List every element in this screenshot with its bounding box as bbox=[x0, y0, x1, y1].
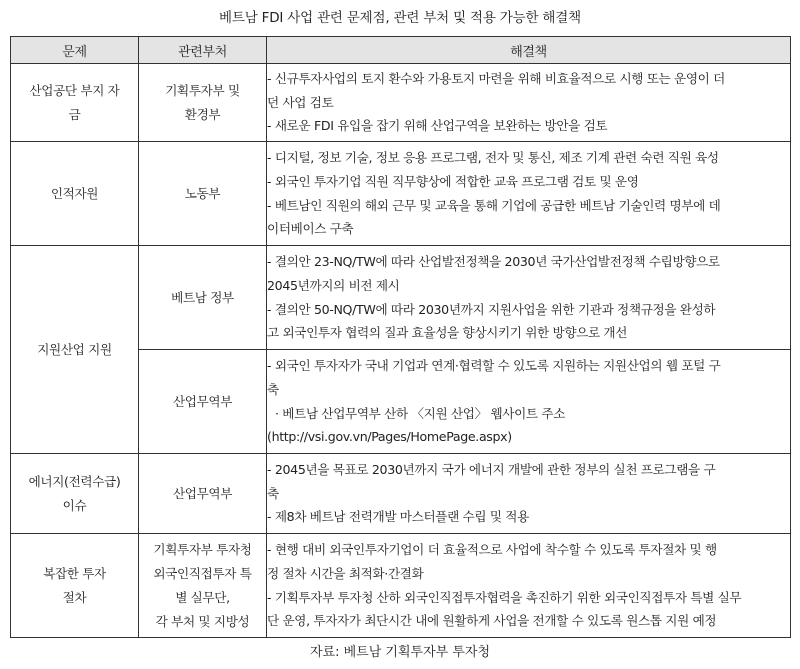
solution-line: · 베트남 산업무역부 산하 〈지원 산업〉 웹사이트 주소 bbox=[275, 405, 566, 421]
dept-line: 노동부 bbox=[184, 185, 221, 201]
dept-line: 산업무역부 bbox=[172, 485, 233, 501]
dept-cell bbox=[139, 350, 267, 454]
dept-line: 외국인직접투자 특 bbox=[153, 565, 252, 581]
table-row bbox=[11, 246, 791, 350]
header-dept: 관련부처 bbox=[139, 37, 267, 64]
solution-cell bbox=[267, 350, 791, 454]
dept-line: 각 부처 및 지방성 bbox=[155, 613, 250, 629]
solution-line: 축 bbox=[267, 485, 279, 501]
solution-cell bbox=[267, 534, 791, 638]
problem-cell bbox=[11, 454, 139, 534]
table-row bbox=[11, 454, 791, 534]
problem-line: 절차 bbox=[62, 589, 87, 605]
problem-cell bbox=[11, 64, 139, 142]
solution-line: - 결의안 23-NQ/TW에 따라 산업발전정책을 2030년 국가산업발전정책 수립방향으로 bbox=[267, 254, 720, 270]
dept-cell bbox=[139, 246, 267, 350]
solution-line: - 베트남인 직원의 해외 근무 및 교육을 통해 기업에 공급한 베트남 기술인력 명부에 데 bbox=[267, 197, 721, 213]
solution-line: - 현행 대비 외국인투자기업이 더 효율적으로 사업에 착수할 수 있도록 투자절차 및 행 bbox=[267, 542, 717, 558]
document-title: 베트남 FDI 사업 관련 문제점, 관련 부처 및 적용 가능한 해결책 bbox=[219, 10, 581, 26]
solution-line: 2045년까지의 비전 제시 bbox=[267, 277, 400, 293]
dept-line: 별 실무단, bbox=[175, 589, 230, 605]
dept-line: 베트남 정부 bbox=[171, 289, 234, 305]
solution-line: (http://vsi.gov.vn/Pages/HomePage.aspx) bbox=[267, 429, 512, 445]
problem-line: 인적자원 bbox=[50, 185, 99, 201]
dept-cell bbox=[139, 142, 267, 246]
dept-line: 기획투자부 및 bbox=[165, 82, 240, 98]
solution-cell bbox=[267, 64, 791, 142]
table-row bbox=[11, 64, 791, 142]
solution-line: - 디지털, 정보 기술, 정보 응용 프로그램, 전자 및 통신, 제조 기계 관련 숙련 직원 육성 bbox=[267, 150, 719, 166]
solution-line: - 외국인 투자기업 직원 직무향상에 적합한 교육 프로그램 검토 및 운영 bbox=[267, 173, 639, 189]
solution-cell bbox=[267, 454, 791, 534]
header-solution: 해결책 bbox=[267, 37, 791, 64]
solution-line: 던 사업 검토 bbox=[267, 94, 334, 110]
solution-line: - 기획투자부 투자청 산하 외국인직접투자협력을 촉진하기 위한 외국인직접투자 특별 실무 bbox=[267, 589, 742, 605]
solution-line: 축 bbox=[267, 381, 279, 397]
dept-cell bbox=[139, 64, 267, 142]
problem-line: 에너지(전력수급) bbox=[28, 473, 121, 489]
header-problem: 문제 bbox=[11, 37, 139, 64]
solution-line: - 결의안 50-NQ/TW에 따라 2030년까지 지원사업을 위한 기관과 정책규정을 완성하 bbox=[267, 301, 716, 317]
problem-cell bbox=[11, 142, 139, 246]
table-row bbox=[11, 534, 791, 638]
solution-line: - 새로운 FDI 유입을 잡기 위해 산업구역을 보완하는 방안을 검토 bbox=[267, 118, 608, 134]
solution-cell bbox=[267, 246, 791, 350]
solution-cell bbox=[267, 142, 791, 246]
solution-line: - 2045년을 목표로 2030년까지 국가 에너지 개발에 관한 정부의 실천 프로그램을 구 bbox=[267, 462, 716, 478]
solution-line: - 외국인 투자자가 국내 기업과 연계·협력할 수 있도록 지원하는 지원산업의 웹 포털 구 bbox=[267, 358, 721, 374]
problem-line: 복잡한 투자 bbox=[43, 565, 106, 581]
dept-line: 환경부 bbox=[184, 106, 221, 122]
solution-line: - 제8차 베트남 전력개발 마스터플랜 수립 및 적용 bbox=[267, 509, 529, 525]
solution-line: 고 외국인투자 협력의 질과 효율성을 향상시키기 위한 방향으로 개선 bbox=[267, 325, 628, 341]
table-header-row bbox=[11, 37, 791, 64]
problem-line: 산업공단 부지 자 bbox=[29, 82, 120, 98]
dept-cell bbox=[139, 454, 267, 534]
problem-line: 이슈 bbox=[62, 497, 87, 513]
problem-cell bbox=[11, 246, 139, 454]
solution-line: 단 운영, 투자자가 최단시간 내에 원활하게 사업을 전개할 수 있도록 원스톱 지원 예정 bbox=[267, 613, 717, 629]
solution-line: 정 절차 시간을 최적화·간결화 bbox=[267, 565, 424, 581]
dept-cell bbox=[139, 534, 267, 638]
problem-cell bbox=[11, 534, 139, 638]
solution-line: - 신규투자사업의 토지 환수와 가용토지 마련을 위해 비효율적으로 시행 또는 운영이 더 bbox=[267, 71, 725, 87]
problem-line: 지원산업 지원 bbox=[37, 341, 112, 357]
problem-line: 금 bbox=[68, 106, 81, 122]
dept-line: 기획투자부 투자청 bbox=[153, 541, 252, 557]
source-note: 자료: 베트남 기획투자부 투자청 bbox=[309, 645, 491, 660]
table-row bbox=[11, 142, 791, 246]
fdi-issues-table bbox=[10, 36, 791, 638]
dept-line: 산업무역부 bbox=[172, 393, 233, 409]
solution-line: 이터베이스 구축 bbox=[267, 221, 354, 237]
